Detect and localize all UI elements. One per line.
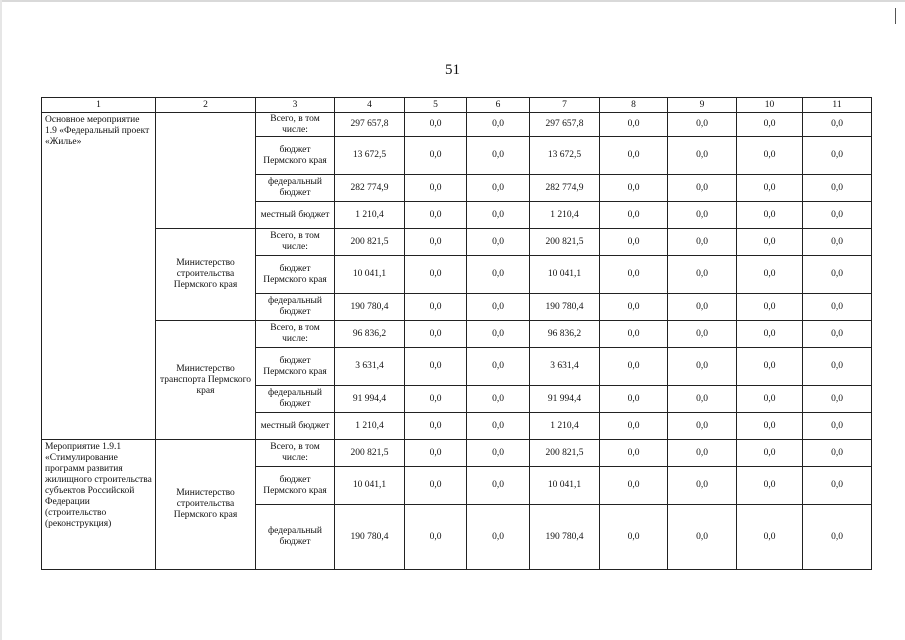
amount-cell: 0,0: [737, 256, 803, 294]
funding-source-cell: бюджет Пермского края: [256, 467, 335, 505]
amount-cell: 0,0: [405, 440, 467, 467]
amount-cell: 0,0: [600, 137, 668, 175]
amount-cell: 0,0: [803, 113, 872, 137]
amount-cell: 0,0: [600, 440, 668, 467]
amount-cell: 0,0: [467, 348, 530, 386]
amount-cell: 0,0: [668, 113, 737, 137]
amount-cell: 0,0: [803, 202, 872, 229]
amount-cell: 0,0: [405, 348, 467, 386]
amount-cell: 0,0: [405, 294, 467, 321]
amount-cell: 282 774,9: [335, 175, 405, 202]
amount-cell: 10 041,1: [335, 467, 405, 505]
amount-cell: 0,0: [668, 467, 737, 505]
amount-cell: 0,0: [600, 348, 668, 386]
page-number: 51: [445, 62, 460, 78]
scan-edge-top: [0, 0, 905, 2]
amount-cell: 3 631,4: [335, 348, 405, 386]
amount-cell: 0,0: [803, 440, 872, 467]
amount-cell: 0,0: [803, 413, 872, 440]
amount-cell: 0,0: [405, 467, 467, 505]
amount-cell: 0,0: [803, 175, 872, 202]
amount-cell: 0,0: [668, 413, 737, 440]
column-header: 3: [256, 98, 335, 113]
amount-cell: 0,0: [467, 386, 530, 413]
amount-cell: 0,0: [467, 294, 530, 321]
amount-cell: 0,0: [600, 505, 668, 570]
amount-cell: 0,0: [600, 113, 668, 137]
amount-cell: 0,0: [803, 294, 872, 321]
column-header: 5: [405, 98, 467, 113]
amount-cell: 0,0: [737, 294, 803, 321]
amount-cell: 200 821,5: [335, 440, 405, 467]
amount-cell: 1 210,4: [530, 413, 600, 440]
amount-cell: 0,0: [405, 386, 467, 413]
amount-cell: 0,0: [737, 348, 803, 386]
amount-cell: 0,0: [668, 294, 737, 321]
amount-cell: 1 210,4: [335, 413, 405, 440]
executor-cell: Министерство строительства Пермского края: [156, 440, 256, 570]
amount-cell: 10 041,1: [530, 256, 600, 294]
funding-source-cell: Всего, в том числе:: [256, 321, 335, 348]
amount-cell: 0,0: [600, 321, 668, 348]
funding-source-cell: местный бюджет: [256, 202, 335, 229]
amount-cell: 0,0: [600, 294, 668, 321]
amount-cell: 0,0: [668, 505, 737, 570]
amount-cell: 0,0: [668, 229, 737, 256]
amount-cell: 0,0: [803, 348, 872, 386]
amount-cell: 0,0: [600, 202, 668, 229]
amount-cell: 0,0: [467, 137, 530, 175]
amount-cell: 0,0: [467, 321, 530, 348]
amount-cell: 0,0: [668, 321, 737, 348]
amount-cell: 0,0: [668, 175, 737, 202]
amount-cell: 0,0: [467, 202, 530, 229]
activity-name-cell: Мероприятие 1.9.1 «Стимулирование программ развития жилищного строительства субъектов Российской Федерации (строительство (реконструкция): [42, 440, 156, 570]
amount-cell: 0,0: [600, 386, 668, 413]
amount-cell: 0,0: [737, 440, 803, 467]
column-header: 8: [600, 98, 668, 113]
funding-source-cell: местный бюджет: [256, 413, 335, 440]
table-row: [42, 440, 872, 467]
header-row: [42, 98, 872, 113]
amount-cell: 297 657,8: [530, 113, 600, 137]
table-row: [42, 321, 872, 348]
amount-cell: 0,0: [668, 202, 737, 229]
amount-cell: 0,0: [467, 505, 530, 570]
budget-table: [41, 97, 872, 570]
amount-cell: 10 041,1: [530, 467, 600, 505]
amount-cell: 0,0: [668, 440, 737, 467]
amount-cell: 0,0: [405, 505, 467, 570]
amount-cell: 0,0: [737, 413, 803, 440]
column-header: 7: [530, 98, 600, 113]
funding-source-cell: федеральный бюджет: [256, 175, 335, 202]
amount-cell: 96 836,2: [530, 321, 600, 348]
amount-cell: 0,0: [803, 505, 872, 570]
scan-edge-left: [0, 0, 2, 640]
amount-cell: 13 672,5: [335, 137, 405, 175]
amount-cell: 200 821,5: [530, 229, 600, 256]
amount-cell: 0,0: [803, 137, 872, 175]
amount-cell: 1 210,4: [530, 202, 600, 229]
amount-cell: 200 821,5: [530, 440, 600, 467]
executor-cell: Министерство транспорта Пермского края: [156, 321, 256, 440]
column-header: 4: [335, 98, 405, 113]
amount-cell: 0,0: [467, 440, 530, 467]
funding-source-cell: федеральный бюджет: [256, 294, 335, 321]
funding-source-cell: федеральный бюджет: [256, 505, 335, 570]
amount-cell: 10 041,1: [335, 256, 405, 294]
amount-cell: 190 780,4: [530, 294, 600, 321]
column-header: 1: [42, 98, 156, 113]
amount-cell: 0,0: [600, 467, 668, 505]
amount-cell: 0,0: [405, 202, 467, 229]
amount-cell: 13 672,5: [530, 137, 600, 175]
amount-cell: 0,0: [668, 256, 737, 294]
amount-cell: 190 780,4: [335, 294, 405, 321]
amount-cell: 96 836,2: [335, 321, 405, 348]
amount-cell: 190 780,4: [530, 505, 600, 570]
amount-cell: 0,0: [467, 413, 530, 440]
amount-cell: 91 994,4: [530, 386, 600, 413]
executor-cell: Министерство строительства Пермского края: [156, 229, 256, 321]
amount-cell: 0,0: [803, 256, 872, 294]
amount-cell: 0,0: [467, 467, 530, 505]
amount-cell: 0,0: [467, 256, 530, 294]
amount-cell: 0,0: [668, 348, 737, 386]
amount-cell: 0,0: [803, 467, 872, 505]
amount-cell: 0,0: [737, 386, 803, 413]
column-header: 10: [737, 98, 803, 113]
amount-cell: 0,0: [737, 467, 803, 505]
amount-cell: 0,0: [737, 113, 803, 137]
amount-cell: 0,0: [405, 321, 467, 348]
amount-cell: 297 657,8: [335, 113, 405, 137]
amount-cell: 0,0: [405, 413, 467, 440]
amount-cell: 91 994,4: [335, 386, 405, 413]
amount-cell: 0,0: [467, 175, 530, 202]
funding-source-cell: федеральный бюджет: [256, 386, 335, 413]
amount-cell: 0,0: [803, 229, 872, 256]
table-row: [42, 113, 872, 137]
amount-cell: 0,0: [405, 256, 467, 294]
amount-cell: 0,0: [803, 321, 872, 348]
amount-cell: 0,0: [405, 113, 467, 137]
amount-cell: 0,0: [803, 386, 872, 413]
column-header: 9: [668, 98, 737, 113]
column-header: 2: [156, 98, 256, 113]
amount-cell: 0,0: [405, 137, 467, 175]
activity-name-cell: Основное мероприятие 1.9 «Федеральный проект «Жилье»: [42, 113, 156, 440]
executor-cell: [156, 113, 256, 229]
amount-cell: 0,0: [668, 137, 737, 175]
amount-cell: 0,0: [467, 229, 530, 256]
amount-cell: 1 210,4: [335, 202, 405, 229]
amount-cell: 0,0: [600, 413, 668, 440]
amount-cell: 0,0: [405, 175, 467, 202]
amount-cell: 0,0: [737, 175, 803, 202]
column-header: 11: [803, 98, 872, 113]
amount-cell: 0,0: [737, 505, 803, 570]
funding-source-cell: бюджет Пермского края: [256, 348, 335, 386]
amount-cell: 0,0: [737, 202, 803, 229]
amount-cell: 0,0: [600, 175, 668, 202]
amount-cell: 0,0: [405, 229, 467, 256]
funding-source-cell: бюджет Пермского края: [256, 137, 335, 175]
amount-cell: 200 821,5: [335, 229, 405, 256]
amount-cell: 0,0: [600, 256, 668, 294]
funding-source-cell: Всего, в том числе:: [256, 440, 335, 467]
amount-cell: 0,0: [467, 113, 530, 137]
amount-cell: 0,0: [737, 321, 803, 348]
table-row: [42, 229, 872, 256]
amount-cell: 0,0: [737, 229, 803, 256]
funding-source-cell: Всего, в том числе:: [256, 229, 335, 256]
funding-source-cell: Всего, в том числе:: [256, 113, 335, 137]
funding-source-cell: бюджет Пермского края: [256, 256, 335, 294]
amount-cell: 3 631,4: [530, 348, 600, 386]
amount-cell: 0,0: [600, 229, 668, 256]
amount-cell: 282 774,9: [530, 175, 600, 202]
amount-cell: 0,0: [668, 386, 737, 413]
scan-mark: [895, 8, 896, 24]
amount-cell: 190 780,4: [335, 505, 405, 570]
amount-cell: 0,0: [737, 137, 803, 175]
column-header: 6: [467, 98, 530, 113]
